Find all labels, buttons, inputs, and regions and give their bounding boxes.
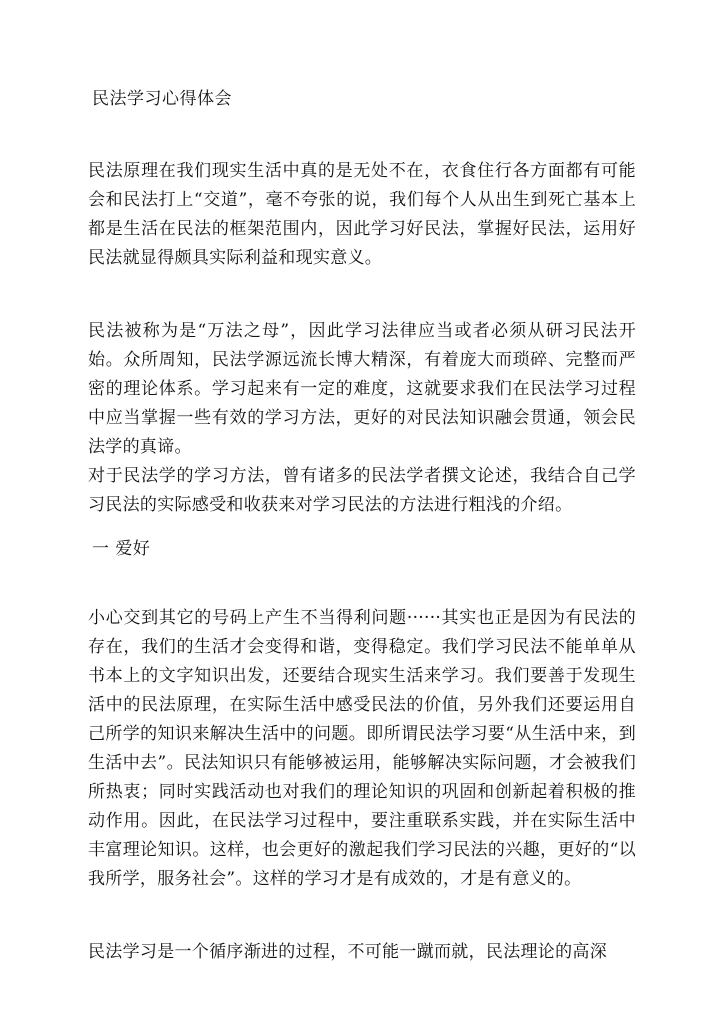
document-page (88, 86, 636, 967)
paragraph-practice: 小心交到其它的号码上产生不当得利问题······其实也正是因为有民法的存在，我们的生活才会变得和谐，变得稳定。我们学习民法不能单单从书本上的文字知识出发，还要结合现实生活来学习。我们要善于发现生活中的民法原理，在实际生活中感受民法的价值，另外我们还要运用自己所学的知识来解决生活中的问题。即所谓民法学习要“从生活中来，到生活中去”。民法知识只有能够被运用，能够解决实际问题，才会被我们所热衷；同时实践活动也对我们的理论知识的巩固和创新起着积极的推动作用。因此，在民法学习过程中，要注重联系实践，并在实际生活中丰富理论知识。这样，也会更好的激起我们学习民法的兴趣，更好的“以我所学，服务社会”。这样的学习才是有成效的，才是有意义的。 (88, 608, 636, 889)
section-heading: 一 爱好 (92, 539, 151, 559)
document-title: 民法学习心得体会 (92, 89, 232, 109)
paragraph-study-methods: 对于民法学的学习方法，曾有诸多的民法学者撰文论述，我结合自己学习民法的实际感受和收获来对学习民法的方法进行粗浅的介绍。 (88, 466, 636, 515)
paragraph-mother-of-law: 民法被称为是“万法之母”，因此学习法律应当或者必须从研习民法开始。众所周知，民法学源远流长博大精深，有着庞大而琐碎、完整而严密的理论体系。学习起来有一定的难度，这就要求我们在民法学习过程中应当掌握一些有效的学习方法，更好的对民法知识融会贯通，领会民法学的真谛。 (88, 321, 636, 457)
paragraph-intro: 民法原理在我们现实生活中真的是无处不在，衣食住行各方面都有可能会和民法打上“交道”，毫不夸张的说，我们每个人从出生到死亡基本上都是生活在民法的框架范围内，因此学习好民法，掌握好民法，运用好民法就显得颇具实际利益和现实意义。 (88, 161, 636, 268)
paragraph-gradual-process: 民法学习是一个循序渐进的过程，不可能一蹴而就，民法理论的高深 (88, 942, 607, 962)
